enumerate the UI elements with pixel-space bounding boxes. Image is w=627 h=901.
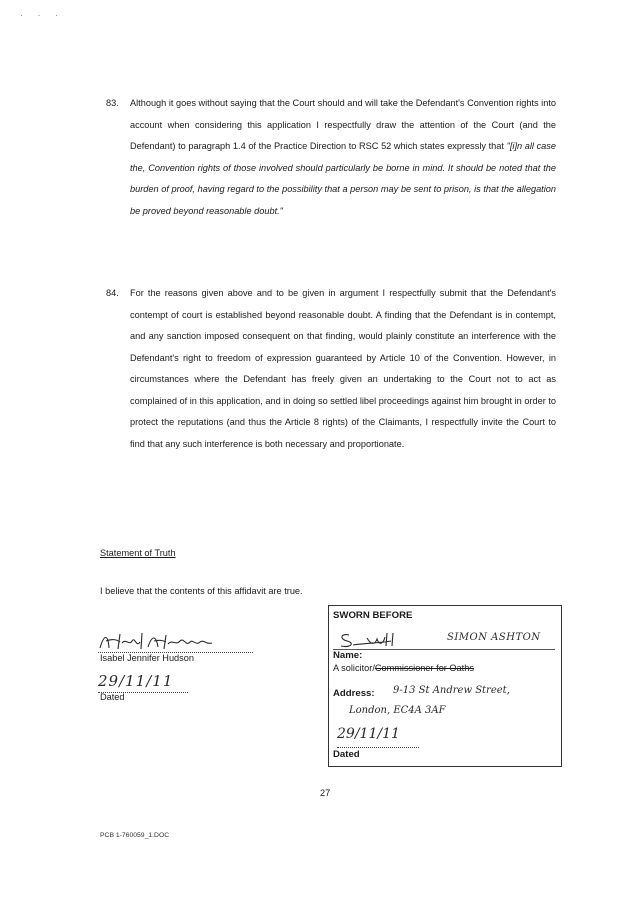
- practice-direction-quote: "[i]n all case the, Convention rights of those involved should particularly be borne in mind. It should be noted that the burden of proof, having regard to the possibility that a person may be sent to prison, is that the allegation be proved beyond reasonable doubt.": [130, 141, 556, 216]
- scan-specks: · · ·: [20, 10, 64, 20]
- deponent-handwritten-date: 29/11/11: [98, 672, 188, 693]
- deponent-name: Isabel Jennifer Hudson: [100, 653, 194, 663]
- role-line: A solicitor/Commissioner for Oaths: [333, 663, 474, 673]
- struck-role: Commissioner for Oaths: [374, 663, 474, 673]
- handwritten-signature: [98, 630, 253, 652]
- address-line-1: 9-13 St Andrew Street,: [393, 685, 510, 696]
- paragraph-body: For the reasons given above and to be given in argument I respectfully submit that the Defendant's contempt of court is established beyond reasonable doubt. A finding that the Defendant is in contempt, and any sanction imposed consequent on that finding, would plainly constitute an interference with the Defendant's right to freedom of expression guaranteed by Article 10 of the Convention. However, in circumstances where the Defendant has freely given an undertaking to the Court not to act as complained of in this application, and in doing so settled libel proceedings against him brought in order to protect the reputations (and thus the Article 8 rights) of the Claimants, I respectfully invite the Court to find that any such interference is both necessary and proportionate.: [130, 288, 556, 449]
- paragraph-number: 84.: [106, 288, 119, 298]
- deponent-dated-label: Dated: [100, 692, 125, 702]
- document-reference: PCB 1-760059_1.DOC: [100, 832, 170, 839]
- commissioner-signature: [337, 629, 447, 649]
- sworn-handwritten-date: 29/11/11: [337, 726, 419, 748]
- paragraph-84: [108, 283, 556, 455]
- paragraph-83: [108, 93, 556, 222]
- commissioner-signature-line: [333, 629, 555, 650]
- address-line-2: London, EC4A 3AF: [349, 705, 446, 716]
- statement-of-truth-belief: I believe that the contents of this affidavit are true.: [100, 586, 303, 596]
- deponent-signature: [98, 630, 253, 653]
- paragraph-body: Although it goes without saying that the Court should and will take the Defendant's Convention rights into account when considering this application I respectfully draw the attention of the Court (and the Defendant) to paragraph 1.4 of the Practice Direction to RSC 52 which states expressly that "[i]n all case the, Convention rights of those involved should particularly be borne in mind. It should be noted that the burden of proof, having regard to the possibility that a person may be sent to prison, is that the allegation be proved beyond reasonable doubt.": [130, 98, 556, 216]
- sworn-before-header: SWORN BEFORE: [333, 610, 413, 621]
- statement-of-truth-title: Statement of Truth: [100, 548, 176, 558]
- address-label: Address:: [333, 688, 375, 699]
- paragraph-number: 83.: [106, 98, 119, 108]
- commissioner-handwritten-name: SIMON ASHTON: [447, 632, 541, 643]
- page-number: 27: [320, 788, 331, 798]
- name-label: Name:: [333, 650, 363, 661]
- sworn-dated-label: Dated: [333, 749, 360, 760]
- sworn-before-box: [328, 605, 562, 767]
